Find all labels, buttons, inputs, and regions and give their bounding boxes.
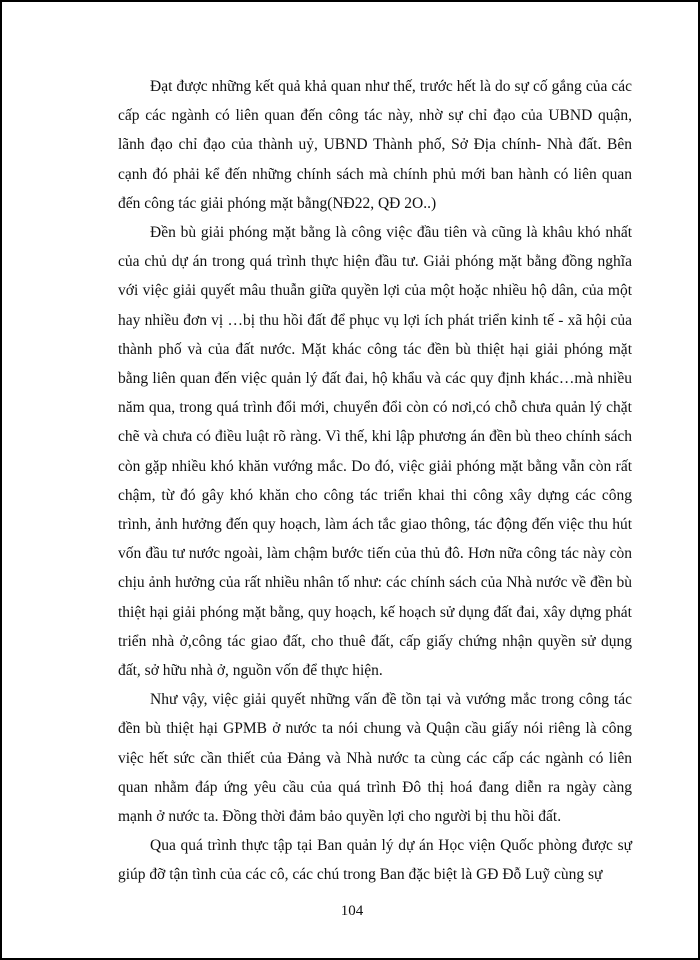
- page-body: [118, 72, 632, 890]
- page-number: 104: [340, 903, 364, 919]
- paragraph-compensation-difficulties: Đền bù giải phóng mặt bằng là công việc đầu tiên và cũng là khâu khó nhất của chủ dự án trong quá trình thực hiện đầu tư. Giải phóng mặt bằng đồng nghĩa với việc giải quyết mâu thuẫn giữa quyền lợi của một hoặc nhiều hộ dân, của một hay nhiều đơn vị …bị thu hồi đất để phục vụ lợi ích phát triển kinh tế - xã hội của thành phố và của đất nước. Mặt khác công tác đền bù thiệt hại giải phóng mặt bằng liên quan đến việc quản lý đất đai, hộ khẩu và các quy định khác…mà nhiều năm qua, trong quá trình đổi mới, chuyển đổi còn có nơi,có chỗ chưa quản lý chặt chẽ và chưa có điều luật rõ ràng. Vì thế, khi lập phương án đền bù theo chính sách còn gặp nhiều khó khăn vướng mắc. Do đó, việc giải phóng mặt bằng vẫn còn rất chậm, từ đó gây khó khăn cho công tác triển khai thi công xây dựng các công trình, ảnh hưởng đến quy hoạch, làm ách tắc giao thông, tác động đến việc thu hút vốn đầu tư nước ngoài, làm chậm bước tiến của thủ đô. Hơn nữa công tác này còn chịu ảnh hưởng của rất nhiều nhân tố như: các chính sách của Nhà nước về đền bù thiệt hại giải phóng mặt bằng, quy hoạch, kế hoạch sử dụng đất đai, xây dựng phát triển nhà ở,công tác giao đất, cho thuê đất, cấp giấy chứng nhận quyền sử dụng đất, sở hữu nhà ở, nguồn vốn để thực hiện.: [118, 224, 632, 680]
- paragraph-achievements: Đạt được những kết quả khả quan như thế, trước hết là do sự cố gắng của các cấp các ngành có liên quan đến công tác này, nhờ sự chỉ đạo của UBND quận, lãnh đạo chỉ đạo của thành uỷ, UBND Thành phố, Sở Địa chính- Nhà đất. Bên cạnh đó phải kể đến những chính sách mà chính phủ mới ban hành có liên quan đến công tác giải phóng mặt bằng(NĐ22, QĐ 2O..): [118, 78, 632, 212]
- paragraph-necessity: Như vậy, việc giải quyết những vấn đề tồn tại và vướng mắc trong công tác đền bù thiệt hại GPMB ở nước ta nói chung và Quận cầu giấy nói riêng là công việc hết sức cần thiết của Đảng và Nhà nước ta cùng các cấp các ngành có liên quan nhằm đáp ứng yêu cầu của quá trình Đô thị hoá đang diễn ra ngày càng mạnh ở nước ta. Đồng thời đảm bảo quyền lợi cho người bị thu hồi đất.: [118, 691, 632, 826]
- paragraph-internship: Qua quá trình thực tập tại Ban quản lý dự án Học viện Quốc phòng được sự giúp đỡ tận tình của các cô, các chú trong Ban đặc biệt là GĐ Đỗ Luỹ cùng sự: [118, 837, 632, 884]
